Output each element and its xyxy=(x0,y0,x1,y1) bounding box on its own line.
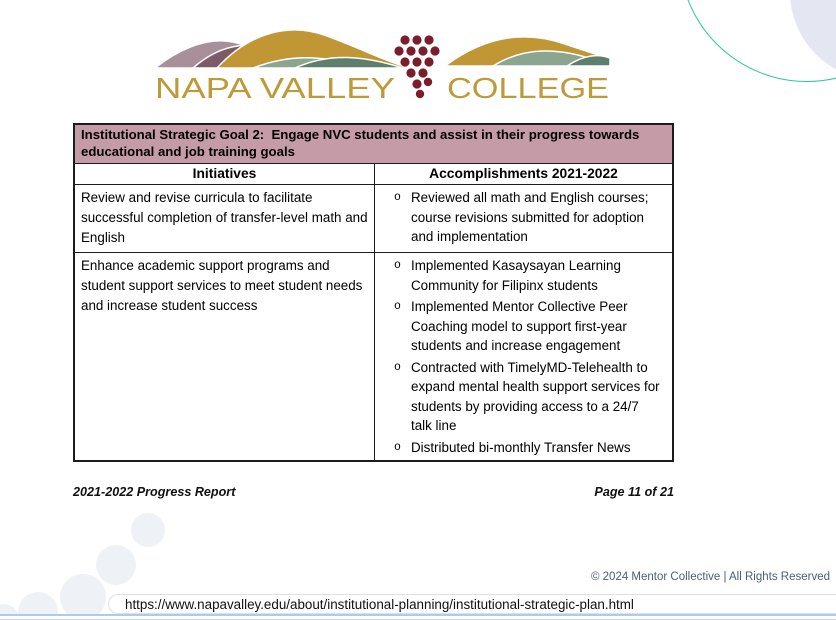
accomplishment-text: Implemented Mentor Collective Peer Coaching model to support first-year students and increase engagement xyxy=(411,299,628,353)
table-column-headers xyxy=(75,164,672,185)
table-title-line-2: educational and job training goals xyxy=(81,143,295,159)
accomplishment-text: Reviewed all math and English courses; course revisions submitted for adoption and implementation xyxy=(411,190,649,244)
decor-dot xyxy=(96,545,136,585)
accomplishments-cell xyxy=(375,185,672,253)
accomplishment-text: Distributed bi-monthly Transfer News xyxy=(411,439,631,455)
accomplishment-item xyxy=(381,358,666,436)
status-bar-url: https://www.napavalley.edu/about/institutional-planning/institutional-strategic-plan.html xyxy=(125,596,634,612)
table-title-line-1: Institutional Strategic Goal 2: Engage NVC students and assist in their progress towards xyxy=(81,127,640,142)
college-logo xyxy=(155,22,610,106)
bullet-marker: o xyxy=(394,300,401,313)
table-title xyxy=(75,125,672,164)
table-row xyxy=(75,185,672,253)
copyright-notice: © 2024 Mentor Collective | All Rights Reserved xyxy=(590,571,830,583)
accomplishment-text: Implemented Kasaysayan Learning Community for Filipinx students xyxy=(411,258,621,293)
column-header-initiatives: Initiatives xyxy=(75,164,375,185)
page-number: Page 11 of 21 xyxy=(594,485,674,499)
bullet-marker: o xyxy=(394,259,401,272)
bullet-marker: o xyxy=(394,440,401,454)
report-title: 2021-2022 Progress Report xyxy=(73,485,236,499)
initiative-cell: Review and revise curricula to facilitate successful completion of transfer-level math and English xyxy=(75,185,375,253)
initiative-cell: Enhance academic support programs and student support services to meet student needs and increase student success xyxy=(75,253,375,460)
bullet-marker: o xyxy=(394,191,401,204)
accomplishment-item xyxy=(381,438,666,458)
bottom-border-line xyxy=(0,619,836,620)
strategic-goal-table xyxy=(73,123,674,462)
accomplishment-item xyxy=(381,188,666,247)
logo-text-napa-valley: NAPA VALLEY xyxy=(155,73,395,105)
column-header-accomplishments: Accomplishments 2021-2022 xyxy=(375,164,672,185)
accomplishments-cell xyxy=(375,253,672,460)
document-footer xyxy=(73,485,674,499)
logo-text-college: COLLEGE xyxy=(447,73,609,105)
accomplishment-item xyxy=(381,256,666,295)
logo-hills-graphic xyxy=(155,30,610,68)
bullet-marker: o xyxy=(394,360,401,374)
status-bar xyxy=(108,594,836,614)
bottom-border-line xyxy=(0,614,836,616)
accomplishment-text: Contracted with TimelyMD-Telehealth to expand mental health support services for students by providing access to a 24/7 talk line xyxy=(411,359,660,433)
table-row xyxy=(75,253,672,460)
accomplishment-item xyxy=(381,297,666,356)
decor-dot xyxy=(131,513,165,547)
